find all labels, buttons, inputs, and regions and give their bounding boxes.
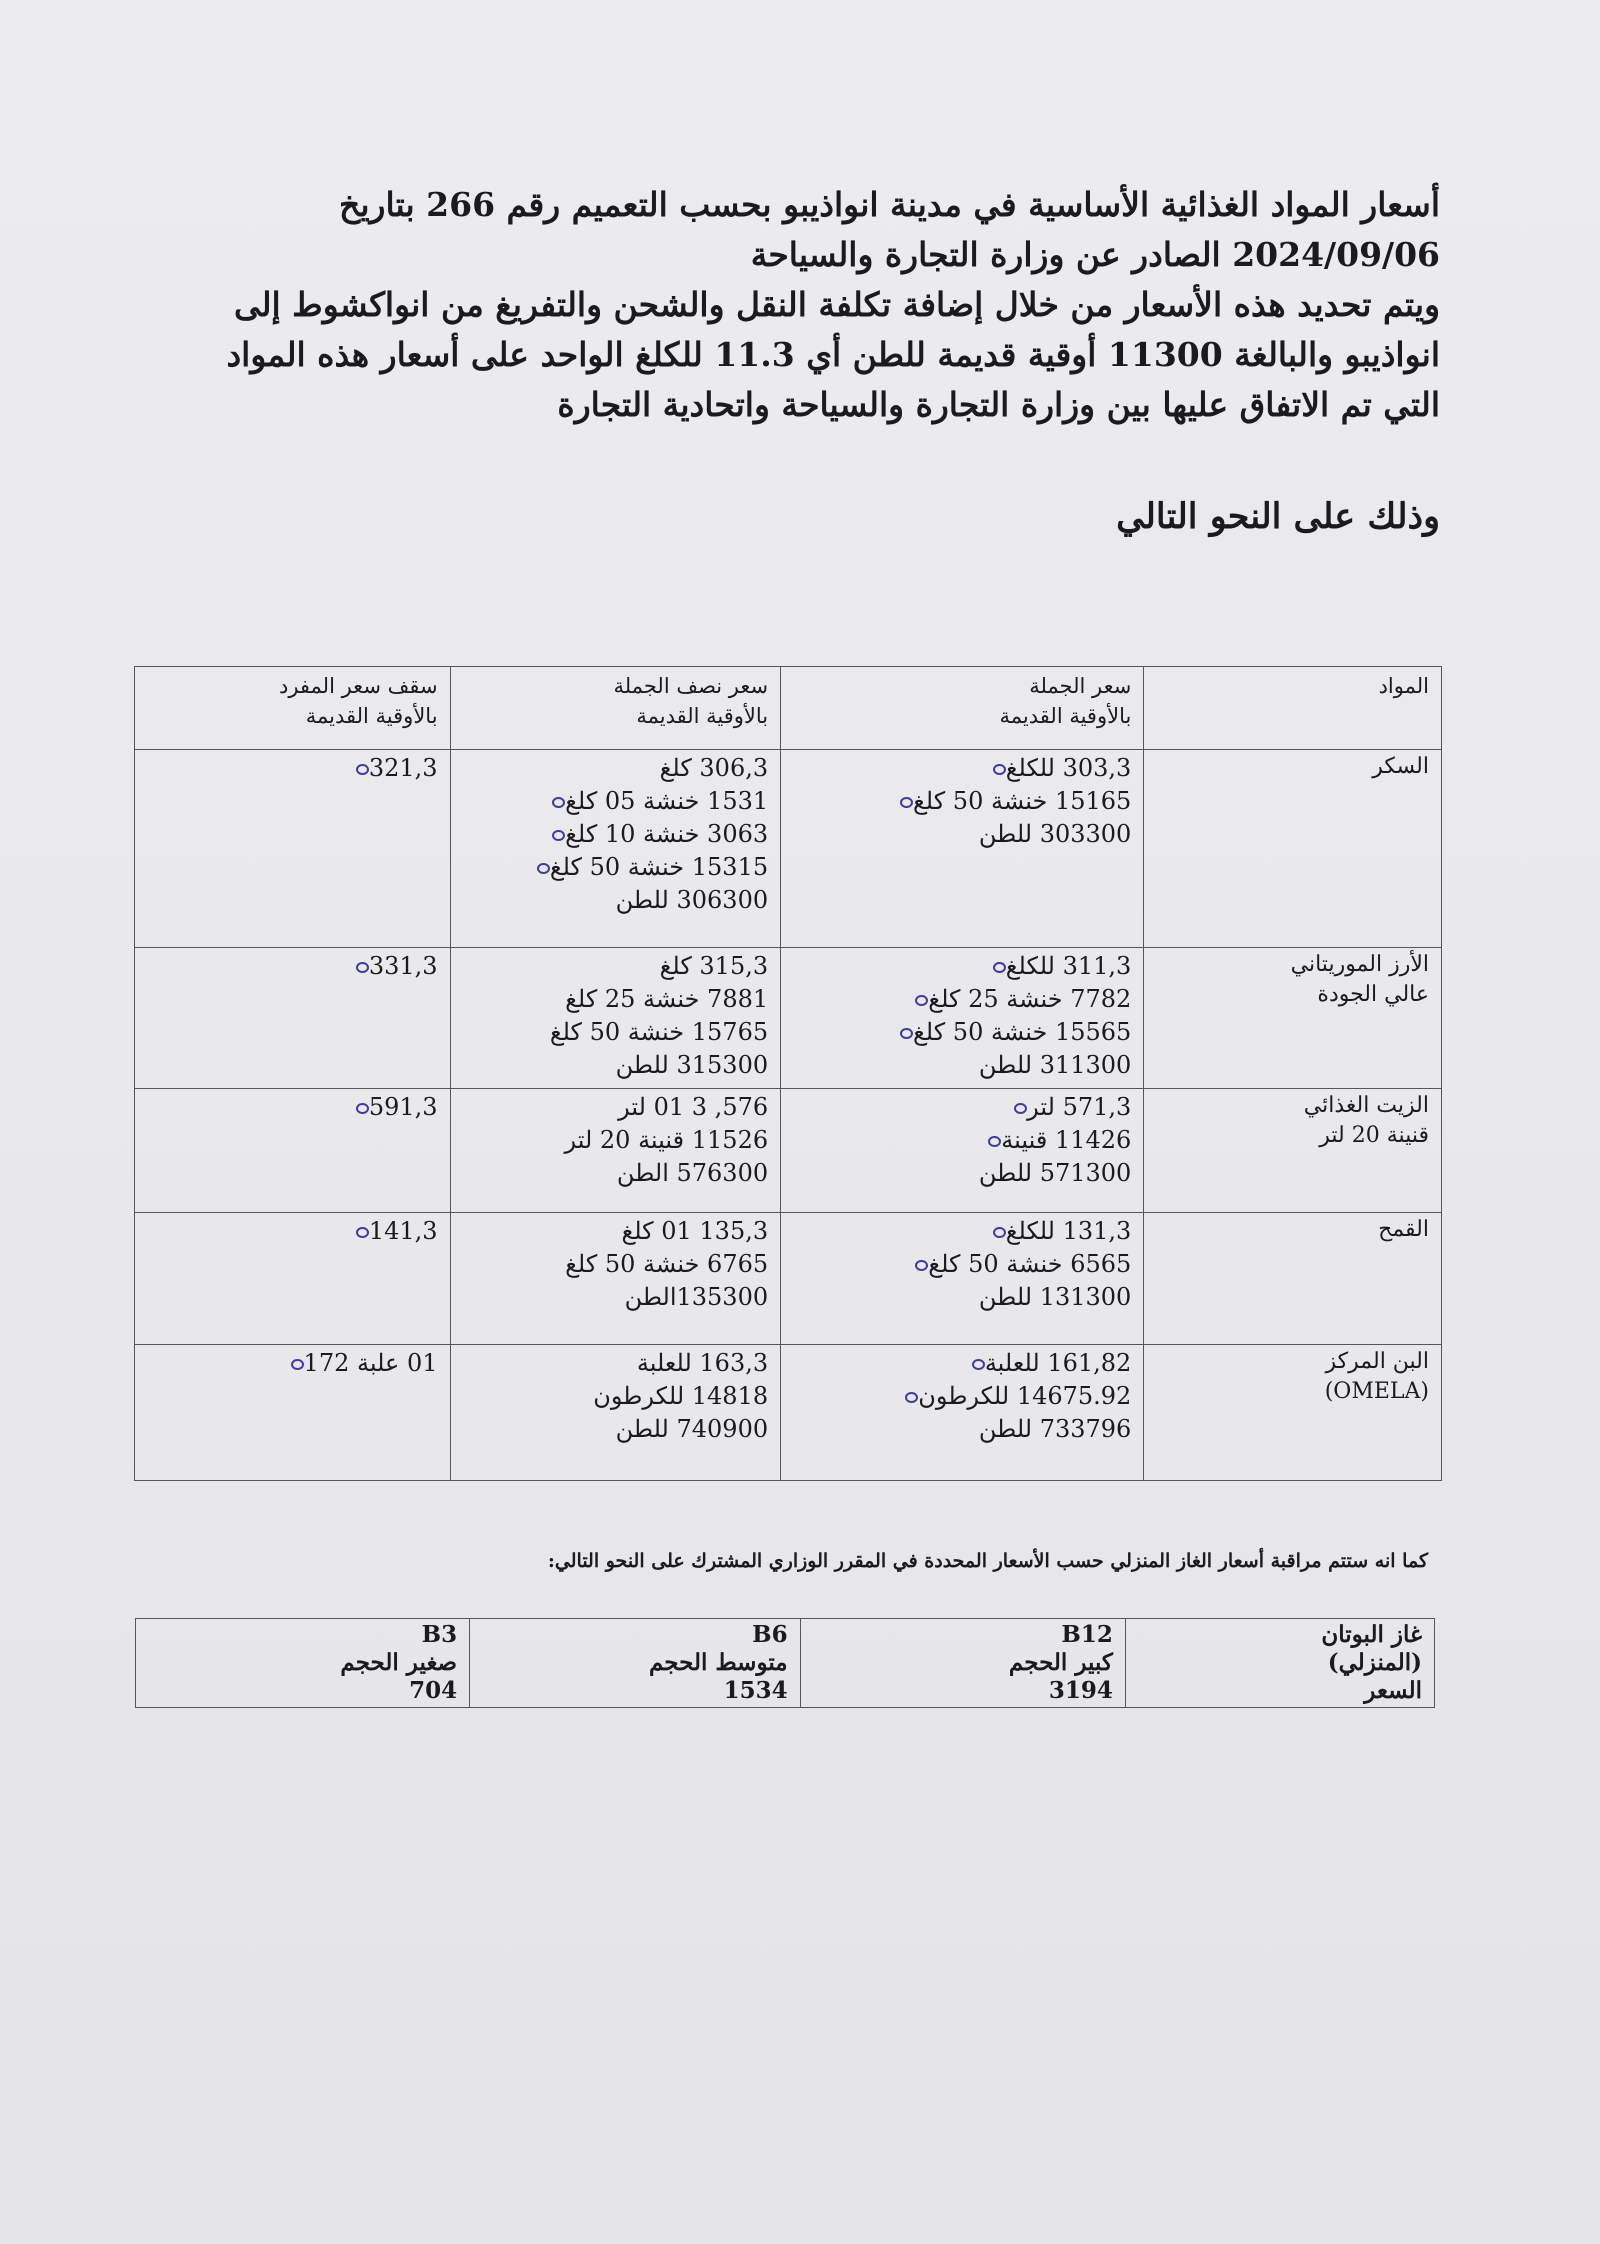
pen-mark-icon — [356, 764, 369, 775]
cell-line — [463, 1413, 769, 1446]
pen-mark-icon — [993, 764, 1006, 775]
cell-retail-cap — [135, 1089, 451, 1213]
table-row — [135, 750, 1442, 948]
cell-text: 135300الطن — [624, 1283, 769, 1311]
intro-line: أسعار المواد الغذائية الأساسية في مدينة انواذيبو بحسب التعميم رقم 266 بتاريخ — [339, 185, 1440, 224]
cell-text: 131,3 للكلغ — [1005, 1217, 1132, 1245]
pen-mark-icon — [552, 830, 565, 841]
table-row — [135, 1213, 1442, 1345]
cell-line — [463, 1091, 769, 1124]
cell-text: 571300 للطن — [978, 1159, 1132, 1187]
pen-mark-icon — [291, 1359, 304, 1370]
cell-line — [463, 1016, 769, 1049]
cell-text: 321,3 — [368, 754, 438, 782]
header-item: المواد — [1144, 667, 1442, 750]
cell-line — [147, 950, 438, 983]
cell-text: 311300 للطن — [978, 1051, 1132, 1079]
gas-price-table — [135, 1618, 1435, 1708]
cell-line — [147, 1091, 438, 1124]
cell-text: 576, 3 01 لتر — [618, 1093, 769, 1121]
cell-text: 11426 قنينة — [1001, 1126, 1132, 1154]
cell-text: 15765 خنشة 50 كلغ — [549, 1018, 769, 1046]
gas-size-b12: B12 كبير الحجم 3194 — [800, 1619, 1125, 1708]
intro-paragraph — [140, 180, 1440, 430]
cell-wholesale — [781, 1345, 1144, 1481]
cell-text: 15165 خنشة 50 كلغ — [913, 787, 1132, 815]
cell-line — [463, 1248, 769, 1281]
cell-text: 161,82 للعلبة — [984, 1349, 1132, 1377]
pen-mark-icon — [915, 1260, 928, 1271]
pen-mark-icon — [972, 1359, 985, 1370]
cell-text: 1531 خنشة 05 كلغ — [565, 787, 769, 815]
pen-mark-icon — [537, 863, 550, 874]
cell-text: 14675.92 للكرطون — [918, 1382, 1132, 1410]
table-row — [135, 1345, 1442, 1481]
price-table — [134, 666, 1442, 1481]
cell-text: 315,3 كلغ — [659, 952, 769, 980]
cell-line — [793, 950, 1131, 983]
cell-line — [793, 983, 1131, 1016]
cell-line — [1156, 950, 1429, 980]
pen-mark-icon — [905, 1392, 918, 1403]
cell-text: البن المركز — [1325, 1349, 1429, 1374]
cell-line — [793, 1281, 1131, 1314]
cell-line — [1156, 1215, 1429, 1245]
cell-line — [463, 818, 769, 851]
cell-line — [1156, 1091, 1429, 1121]
cell-text: السكر — [1372, 754, 1429, 779]
cell-semi-wholesale — [450, 1213, 781, 1345]
cell-text: 7782 خنشة 25 كلغ — [928, 985, 1132, 1013]
cell-text: 135,3 01 كلغ — [621, 1217, 769, 1245]
cell-semi-wholesale — [450, 1089, 781, 1213]
cell-text: 315300 للطن — [615, 1051, 769, 1079]
pen-mark-icon — [552, 797, 565, 808]
cell-text: 591,3 — [368, 1093, 438, 1121]
cell-line — [463, 1380, 769, 1413]
cell-line — [1156, 1377, 1429, 1407]
cell-text: 303,3 للكلغ — [1005, 754, 1132, 782]
cell-line — [793, 1016, 1131, 1049]
cell-text: 163,3 للعلبة — [636, 1349, 769, 1377]
cell-item — [1144, 948, 1442, 1089]
cell-text: عالي الجودة — [1317, 982, 1429, 1007]
gas-size-b6: B6 متوسط الحجم 1534 — [470, 1619, 801, 1708]
cell-text: 306300 للطن — [615, 886, 769, 914]
lead-text: وذلك على النحو التالي — [1116, 496, 1440, 537]
intro-line: التي تم الاتفاق عليها بين وزارة التجارة والسياحة واتحادية التجارة — [557, 385, 1440, 424]
cell-line — [463, 752, 769, 785]
cell-retail-cap — [135, 1345, 451, 1481]
cell-wholesale — [781, 948, 1144, 1089]
pen-mark-icon — [356, 1103, 369, 1114]
cell-text: 01 علبة 172 — [303, 1349, 438, 1377]
intro-line: انواذيبو والبالغة 11300 أوقية قديمة للطن أي 11.3 للكلغ الواحد على أسعار هذه المواد — [226, 335, 1440, 374]
cell-line — [793, 1215, 1131, 1248]
cell-line — [463, 950, 769, 983]
cell-semi-wholesale — [450, 1345, 781, 1481]
cell-line — [1156, 980, 1429, 1010]
cell-line — [463, 1215, 769, 1248]
cell-text: قنينة 20 لتر — [1319, 1123, 1429, 1148]
cell-item — [1144, 1089, 1442, 1213]
cell-line — [1156, 1121, 1429, 1151]
gas-header-row — [136, 1619, 1435, 1708]
cell-line — [793, 1248, 1131, 1281]
gas-size-b3: B3 صغير الحجم 704 — [136, 1619, 470, 1708]
cell-semi-wholesale — [450, 948, 781, 1089]
cell-line — [463, 983, 769, 1016]
gas-price-b3: 704 — [409, 1677, 458, 1704]
cell-item — [1144, 750, 1442, 948]
cell-line — [1156, 752, 1429, 782]
cell-line — [463, 1049, 769, 1082]
cell-text: 576300 الطن — [616, 1159, 769, 1187]
cell-line — [793, 1091, 1131, 1124]
cell-line — [793, 1124, 1131, 1157]
cell-text: 15565 خنشة 50 كلغ — [913, 1018, 1132, 1046]
cell-text: 131300 للطن — [978, 1283, 1132, 1311]
cell-text: 733796 للطن — [978, 1415, 1132, 1443]
cell-line — [463, 1347, 769, 1380]
cell-line — [147, 1215, 438, 1248]
cell-line — [463, 1157, 769, 1190]
intro-line: ويتم تحديد هذه الأسعار من خلال إضافة تكلفة النقل والشحن والتفريغ من انواكشوط إلى — [233, 285, 1440, 324]
cell-line — [793, 1413, 1131, 1446]
cell-line — [793, 752, 1131, 785]
cell-wholesale — [781, 1089, 1144, 1213]
cell-line — [463, 785, 769, 818]
cell-text: 11526 قنينة 20 لتر — [564, 1126, 769, 1154]
table-row — [135, 1089, 1442, 1213]
cell-line — [463, 884, 769, 917]
cell-text: 306,3 كلغ — [659, 754, 769, 782]
cell-text: 311,3 للكلغ — [1005, 952, 1132, 980]
cell-text: 303300 للطن — [978, 820, 1132, 848]
pen-mark-icon — [993, 962, 1006, 973]
cell-text: 14818 للكرطون — [593, 1382, 769, 1410]
pen-mark-icon — [1014, 1103, 1027, 1114]
gas-note: كما انه ستتم مراقبة أسعار الغاز المنزلي حسب الأسعار المحددة في المقرر الوزاري المشترك على النحو التالي: — [547, 1550, 1428, 1572]
cell-line — [793, 1157, 1131, 1190]
pen-mark-icon — [900, 797, 913, 808]
cell-text: 331,3 — [368, 952, 438, 980]
cell-line — [793, 818, 1131, 851]
pen-mark-icon — [356, 1227, 369, 1238]
cell-text: الزيت الغذائي — [1303, 1093, 1429, 1118]
cell-retail-cap — [135, 1213, 451, 1345]
cell-text: 7881 خنشة 25 كلغ — [565, 985, 769, 1013]
gas-price-label: السعر — [1364, 1677, 1422, 1704]
header-semi-wholesale: سعر نصف الجملة بالأوقية القديمة — [450, 667, 781, 750]
gas-price-b6: 1534 — [723, 1677, 788, 1704]
cell-text: الأرز الموريتاني — [1290, 952, 1429, 977]
pen-mark-icon — [356, 962, 369, 973]
cell-wholesale — [781, 1213, 1144, 1345]
pen-mark-icon — [915, 995, 928, 1006]
header-wholesale: سعر الجملة بالأوقية القديمة — [781, 667, 1144, 750]
cell-line — [793, 1347, 1131, 1380]
cell-line — [147, 1347, 438, 1380]
cell-text: القمح — [1378, 1217, 1429, 1242]
cell-text: 571,3 لتر — [1027, 1093, 1132, 1121]
cell-line — [463, 851, 769, 884]
cell-line — [793, 1380, 1131, 1413]
price-table-body — [135, 750, 1442, 1481]
cell-retail-cap — [135, 948, 451, 1089]
cell-item — [1144, 1213, 1442, 1345]
cell-wholesale — [781, 750, 1144, 948]
cell-line — [1156, 1347, 1429, 1377]
cell-text: 740900 للطن — [615, 1415, 769, 1443]
gas-price-b12: 3194 — [1048, 1677, 1113, 1704]
table-row — [135, 948, 1442, 1089]
pen-mark-icon — [993, 1227, 1006, 1238]
cell-line — [793, 1049, 1131, 1082]
cell-text: 15315 خنشة 50 كلغ — [549, 853, 769, 881]
cell-line — [147, 752, 438, 785]
cell-text: 3063 خنشة 10 كلغ — [565, 820, 769, 848]
pen-mark-icon — [900, 1028, 913, 1039]
pen-mark-icon — [988, 1136, 1001, 1147]
cell-line — [463, 1281, 769, 1314]
cell-text: 141,3 — [368, 1217, 438, 1245]
cell-text: 6565 خنشة 50 كلغ — [928, 1250, 1132, 1278]
intro-line: 2024/09/06 الصادر عن وزارة التجارة والسياحة — [750, 235, 1440, 274]
cell-line — [463, 1124, 769, 1157]
cell-item — [1144, 1345, 1442, 1481]
cell-retail-cap — [135, 750, 451, 948]
cell-text: 6765 خنشة 50 كلغ — [565, 1250, 769, 1278]
gas-label-cell: غاز البوتان (المنزلي) السعر — [1125, 1619, 1434, 1708]
cell-text: (OMELA) — [1324, 1379, 1429, 1404]
cell-semi-wholesale — [450, 750, 781, 948]
header-retail-cap: سقف سعر المفرد بالأوقية القديمة — [135, 667, 451, 750]
price-table-header — [135, 667, 1442, 750]
cell-line — [793, 785, 1131, 818]
